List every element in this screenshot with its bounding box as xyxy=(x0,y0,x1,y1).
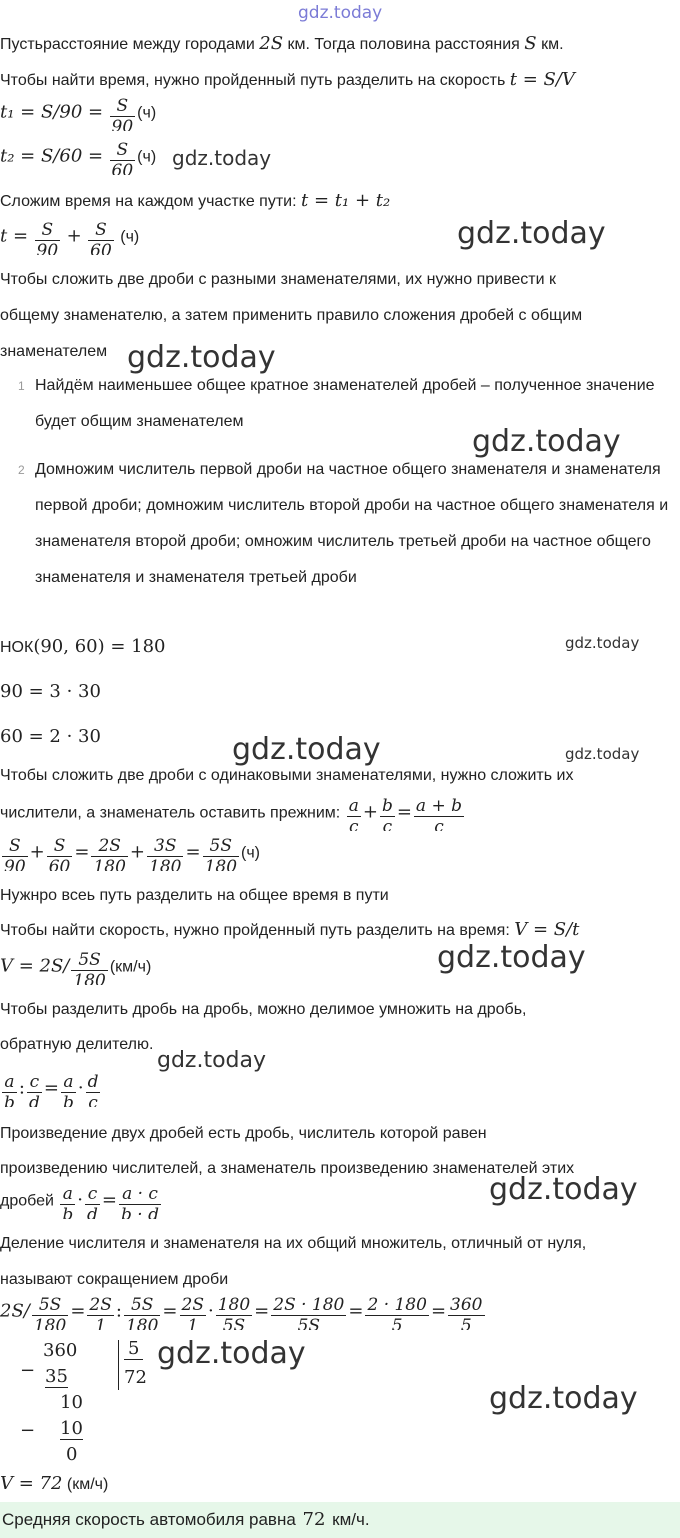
text-line: числители, а знаменатель оставить прежним: $\frac{a}{c}$ + $\frac{b}{c}$ = $\frac{a + b}{c}$ xyxy=(0,796,462,831)
text-line: произведению числителей, а знаменатель произведению знаменателей этих xyxy=(0,1160,575,1177)
text-line: Чтобы сложить две дроби с одинаковыми знаменателями, нужно сложить их xyxy=(0,767,574,784)
formula-t: t = $\frac{S}{90}$ + $\frac{S}{60}$ (ч) xyxy=(0,220,140,255)
text-line: знаменателем xyxy=(0,343,108,360)
formula-calc: 2S/ $\frac{5S}{180}$ = $\frac{2S}{1}$ : $\frac{5S}{180}$ = $\frac{2S}{1}$ · $\frac{180}{5S}$ = $\frac{2S \cdot 180}{5S}$ = $\frac{2 \cdot 180}{5}$ = $\frac{360}{5}$ xyxy=(0,1295,483,1330)
formula-90: 90 = 3 · 30 xyxy=(0,681,101,702)
final-answer: Средняя скорость автомобиля равна 72 км/ч. xyxy=(0,1502,680,1538)
watermark: gdz.today xyxy=(157,1048,267,1073)
text-line: Произведение двух дробей есть дробь, числитель которой равен xyxy=(0,1125,487,1142)
watermark: gdz.today xyxy=(489,1381,638,1416)
text-line: Сложим время на каждом участке пути: t = t₁ + t₂ xyxy=(0,190,391,211)
formula-v1: V = 2S/ $\frac{5S}{180}$ (км/ч) xyxy=(0,950,152,985)
text-line: Чтобы разделить дробь на дробь, можно делимое умножить на дробь, xyxy=(0,1001,527,1018)
text-line: Чтобы найти время, нужно пройденный путь разделить на скорость t = S/V xyxy=(0,69,575,90)
text-line: обратную делителю. xyxy=(0,1036,154,1053)
watermark: gdz.today xyxy=(127,340,276,375)
text-line: Чтобы сложить две дроби с разными знаменателями, их нужно привести к xyxy=(0,271,557,288)
text-line: называют сокращением дроби xyxy=(0,1271,229,1288)
formula-sum: $\frac{S}{90}$ + $\frac{S}{60}$ = $\frac{2S}{180}$ + $\frac{3S}{180}$ = $\frac{5S}{180}$ (ч) xyxy=(4,836,261,871)
watermark: gdz.today xyxy=(298,3,383,23)
formula-prod: дробей $\frac{a}{b}$ · $\frac{c}{d}$ = $\frac{a \cdot c}{b \cdot d}$ xyxy=(0,1184,159,1219)
formula-div: $\frac{a}{b}$ : $\frac{c}{d}$ = $\frac{a}{b}$ · $\frac{d}{c}$ xyxy=(4,1072,99,1107)
formula-nok: НОК(90, 60) = 180 xyxy=(0,636,166,657)
watermark: gdz.today xyxy=(489,1172,638,1207)
formula-60: 60 = 2 · 30 xyxy=(0,726,101,747)
watermark: gdz.today xyxy=(565,634,640,652)
watermark: gdz.today xyxy=(565,745,640,763)
formula-t1: t₁ = S/90 = $\frac{S}{90}$ (ч) xyxy=(0,96,157,131)
watermark: gdz.today xyxy=(472,424,621,459)
watermark: gdz.today xyxy=(172,146,272,170)
watermark: gdz.today xyxy=(232,732,381,767)
formula-vfinal: V = 72 (км/ч) xyxy=(0,1473,109,1494)
formula-t2: t₂ = S/60 = $\frac{S}{60}$ (ч) xyxy=(0,140,157,175)
watermark: gdz.today xyxy=(437,940,586,975)
text-line: Чтобы найти скорость, нужно пройденный путь разделить на время: V = S/t xyxy=(0,919,580,940)
watermark: gdz.today xyxy=(457,216,606,251)
text-line: Нужнро всеь путь разделить на общее время в пути xyxy=(0,887,389,904)
text-line: Деление числителя и знаменателя на их общий множитель, отличный от нуля, xyxy=(0,1235,587,1252)
text-line: Пустьрасстояние между городами 2S км. Тогда половина расстояния S км. xyxy=(0,33,564,54)
watermark: gdz.today xyxy=(157,1336,306,1371)
text-line: общему знаменателю, а затем применить правило сложения дробей с общим xyxy=(0,307,583,324)
